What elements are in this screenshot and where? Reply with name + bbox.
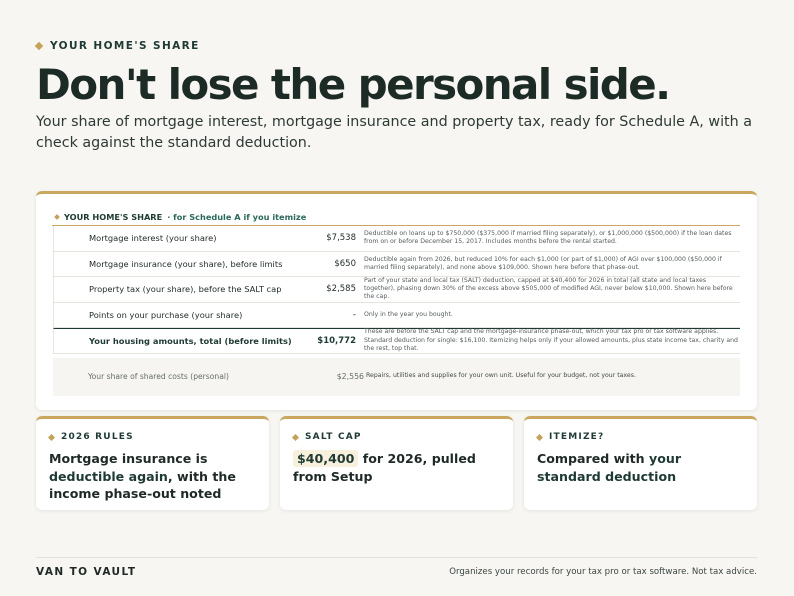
card-tag (537, 432, 744, 442)
table-subtitle: · for Schedule A if you itemize (167, 212, 307, 222)
footer-divider (36, 557, 757, 558)
table-title-label: YOUR HOME'S SHARE (64, 212, 163, 222)
card-tag-label: 2026 RULES (61, 432, 134, 442)
row-note: Only in the year you bought. (364, 310, 453, 318)
card-tag-label: SALT CAP (305, 432, 362, 442)
table-title (53, 211, 740, 223)
shared-costs-row (53, 358, 740, 396)
total-note: These are before the SALT cap and the mortgage-insurance phase-out, which your tax pro or tax software applies. Standard deduction for single: $16,100. Itemizing helps only if your allowed amounts, plus state income tax, charity and the rest, top that. (364, 328, 738, 352)
row-label: Mortgage insurance (your share), before limits (89, 258, 283, 269)
diamond-icon (35, 42, 43, 50)
table-row (53, 277, 740, 303)
table-row (53, 303, 740, 329)
card-body-text: Mortgage insurance is (49, 451, 208, 466)
card-body-highlight: your standard deduction (537, 451, 682, 484)
diamond-icon (536, 433, 543, 440)
row-note: Deductible again from 2026, but reduced 10% for each $1,000 (or part of $1,000) of AGI over $100,000 ($50,000 if married filing separately), and none above $109,000. Shown here before that phase-out. (364, 255, 722, 271)
table-row (53, 252, 740, 278)
total-label: Your housing amounts, total (before limits) (89, 335, 292, 346)
footer-disclaimer: Organizes your records for your tax pro or tax software. Not tax advice. (449, 567, 757, 577)
card-tag (293, 432, 500, 442)
row-note: Deductible on loans up to $750,000 ($375,000 if married filing separately), or $1,000,000 ($500,000) if the loan dates from on or before December 15, 2017. Includes months before the rental started. (364, 230, 732, 246)
itemize-card (524, 416, 757, 510)
diamond-icon (292, 433, 299, 440)
schedule-a-table (53, 211, 740, 396)
row-amount: $650 (334, 258, 356, 269)
diamond-icon (48, 433, 55, 440)
shared-amount: $2,556 (336, 372, 364, 381)
shared-label: Your share of shared costs (personal) (88, 372, 229, 381)
row-note: Part of your state and local tax (SALT) deduction, capped at $40,400 for 2026 in total (all state and local taxes together), phasing down 30% of the excess above $505,000 of modified AGI, never below $10,000. Shown here before the cap. (364, 276, 733, 301)
total-amount: $10,772 (317, 335, 356, 346)
card-body-text: , with the income phase-out noted (49, 468, 236, 501)
page-title: Don't lose the personal side. (36, 60, 670, 109)
card-body (293, 450, 500, 485)
eyebrow (36, 40, 200, 52)
salt-cap-card (280, 416, 513, 510)
page-subtitle: Your share of mortgage interest, mortgage insurance and property tax, ready for Schedule A, with a check against the standard deduction. (36, 114, 753, 151)
salt-cap-value: $40,400 (293, 450, 358, 467)
shared-note: Repairs, utilities and supplies for your own unit. Useful for your budget, not your taxes. (366, 372, 636, 380)
card-body (537, 450, 744, 485)
brand-name: VAN TO VAULT (36, 566, 137, 578)
row-amount: $2,585 (326, 284, 356, 295)
rules-card (36, 416, 269, 510)
card-tag-label: ITEMIZE? (549, 432, 605, 442)
row-label: Mortgage interest (your share) (89, 233, 217, 244)
table-row (53, 226, 740, 252)
schedule-a-card (36, 191, 757, 410)
diamond-icon (54, 214, 60, 220)
card-body-text: Compared with (537, 451, 650, 466)
row-amount: - (352, 309, 356, 320)
card-body-highlight: deductible again (49, 468, 168, 484)
total-row (53, 328, 740, 354)
row-label: Property tax (your share), before the SALT cap (89, 284, 282, 295)
row-label: Points on your purchase (your share) (89, 309, 243, 320)
card-body (49, 450, 256, 503)
card-body-text: for 2026, pulled from Setup (293, 451, 476, 484)
eyebrow-label: YOUR HOME'S SHARE (50, 40, 200, 52)
card-tag (49, 432, 256, 442)
row-amount: $7,538 (326, 233, 356, 244)
